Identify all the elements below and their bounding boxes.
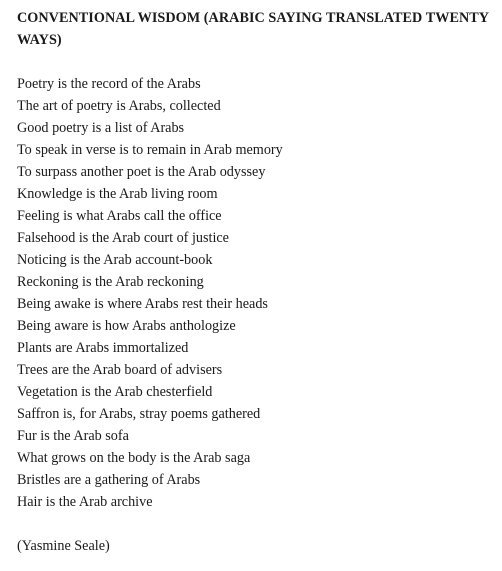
poem-line: Being awake is where Arabs rest their heads	[17, 296, 268, 312]
poem-line: Reckoning is the Arab reckoning	[17, 274, 204, 290]
author-attribution: (Yasmine Seale)	[17, 538, 110, 554]
poem-title: CONVENTIONAL WISDOM (ARABIC SAYING TRANSLATED TWENTY WAYS)	[17, 10, 489, 48]
poem-line: Hair is the Arab archive	[17, 494, 153, 510]
poem-line: Saffron is, for Arabs, stray poems gathered	[17, 406, 261, 422]
poem-line: Noticing is the Arab account-book	[17, 252, 213, 268]
poem-line: Good poetry is a list of Arabs	[17, 120, 185, 136]
poem-line: Knowledge is the Arab living room	[17, 186, 218, 202]
poem-line: What grows on the body is the Arab saga	[17, 450, 251, 466]
poem-line: To speak in verse is to remain in Arab memory	[17, 142, 283, 158]
poem-line: To surpass another poet is the Arab odyssey	[17, 164, 266, 180]
poem-line: Fur is the Arab sofa	[17, 428, 129, 444]
poem-line: Feeling is what Arabs call the office	[17, 208, 222, 224]
poem-line: Vegetation is the Arab chesterfield	[17, 384, 213, 400]
poem-line: Poetry is the record of the Arabs	[17, 76, 201, 92]
poem-line: Trees are the Arab board of advisers	[17, 362, 223, 378]
poem-line: The art of poetry is Arabs, collected	[17, 98, 221, 114]
poem-body	[17, 73, 490, 513]
poem-line: Being aware is how Arabs anthologize	[17, 318, 236, 334]
poem-line: Plants are Arabs immortalized	[17, 340, 189, 356]
poem-line: Bristles are a gathering of Arabs	[17, 472, 201, 488]
poem-line: Falsehood is the Arab court of justice	[17, 230, 229, 246]
